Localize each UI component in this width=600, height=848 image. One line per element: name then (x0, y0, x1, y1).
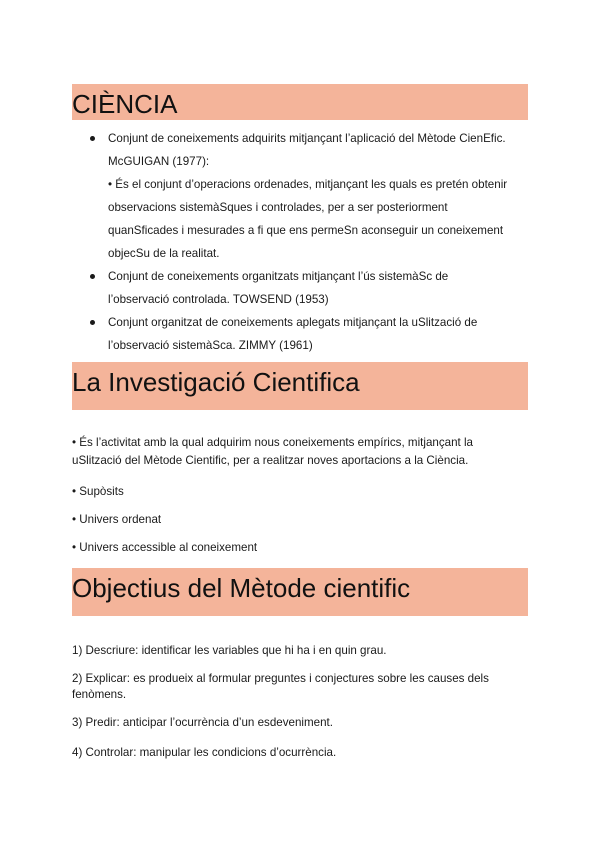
subpoint-line-4: objecSu de la realitat. (108, 247, 220, 260)
objective-3: 3) Predir: anticipar l’ocurrència d’un esdeveniment. (72, 716, 333, 729)
investigacio-line-2: uSlització del Mètode Cientific, per a realitzar noves aportacions a la Ciència. (72, 454, 469, 467)
heading-investigacio: La Investigació Cientifica (72, 367, 360, 397)
definition-item-1 (90, 127, 530, 265)
section-heading-investigacio (72, 362, 528, 410)
definition-3-line-1: Conjunt organitzat de coneixements aplegats mitjançant la uSlització de (108, 316, 478, 329)
objective-1: 1) Descriure: identificar les variables que hi ha i en quin grau. (72, 644, 387, 657)
objective-2 (72, 671, 532, 703)
univers-ordenat-bullet: • Univers ordenat (72, 513, 162, 526)
subpoint-line-3: quanSficades i mesurades a fi que ens permeSn aconseguir un coneixement (108, 224, 504, 237)
objective-2-line-1: 2) Explicar: es produeix al formular preguntes i conjectures sobre les causes dels (72, 672, 489, 685)
supposits-bullet: • Supòsits (72, 485, 124, 498)
definition-1-line-2: McGUIGAN (1977): (108, 155, 210, 168)
definition-2-line-2: l’observació controlada. TOWSEND (1953) (108, 293, 329, 306)
objective-4: 4) Controlar: manipular les condicions d’ocurrència. (72, 746, 337, 759)
ciencia-definitions (90, 127, 530, 357)
investigacio-line-1: • És l’activitat amb la qual adquirim nous coneixements empírics, mitjançant la (72, 436, 473, 449)
heading-ciencia: CIÈNCIA (72, 89, 178, 119)
objective-2-line-2: fenòmens. (72, 688, 127, 701)
definition-1-subpoint (108, 173, 530, 265)
definition-3-line-2: l’observació sistemàSca. ZIMMY (1961) (108, 339, 313, 352)
section-heading-objectius (72, 568, 528, 616)
definition-item-2 (90, 265, 530, 311)
heading-objectius: Objectius del Mètode cientific (72, 573, 411, 603)
definition-2-line-1: Conjunt de coneixements organitzats mitjançant l’ús sistemàSc de (108, 270, 449, 283)
subpoint-line-1: • És el conjunt d’operacions ordenades, mitjançant les quals es pretén obtenir (108, 178, 508, 191)
definition-1-line-1: Conjunt de coneixements adquirits mitjançant l’aplicació del Mètode CienEfic. (108, 132, 506, 145)
section-heading-ciencia (72, 84, 528, 120)
investigacio-paragraph (72, 434, 532, 470)
univers-accessible-bullet: • Univers accessible al coneixement (72, 541, 258, 554)
definition-item-3 (90, 311, 530, 357)
subpoint-line-2: observacions sistemàSques i controlades, per a ser posteriorment (108, 201, 448, 214)
